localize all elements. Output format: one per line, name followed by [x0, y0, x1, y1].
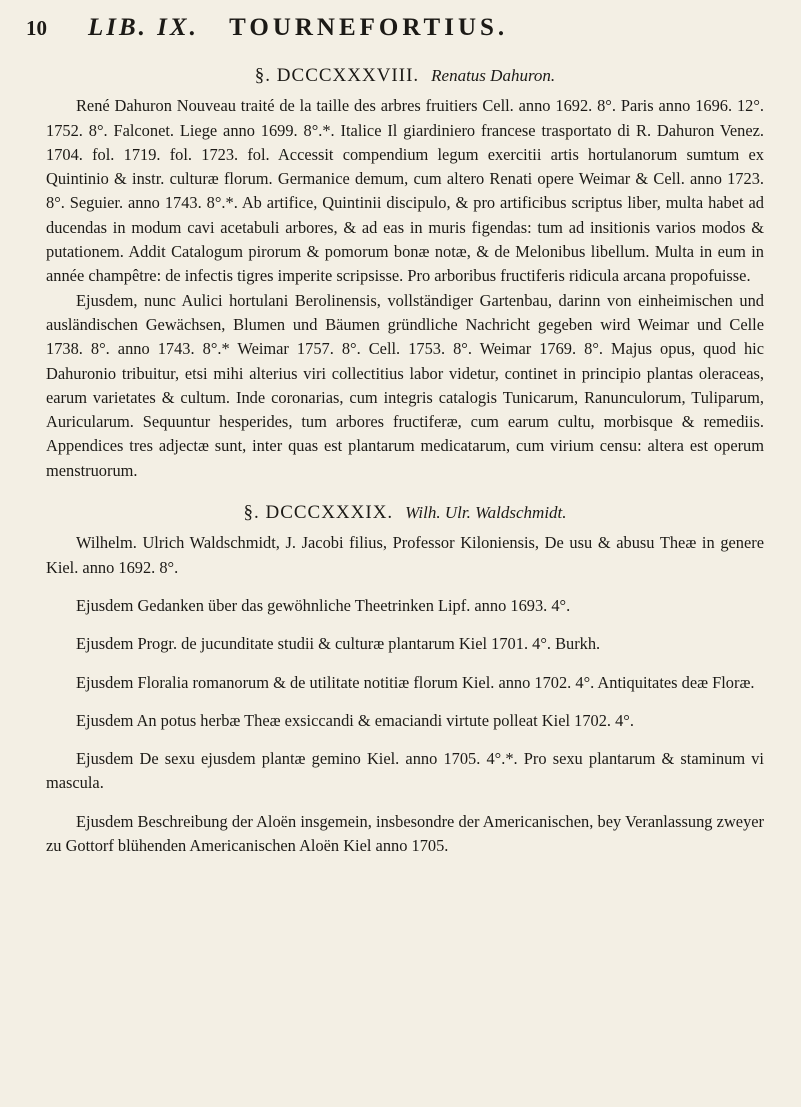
paragraph: René Dahuron Nouveau traité de la taille des arbres fruitiers Cell. anno 1692. 8°. Paris anno 1696. 12°. 1752. 8°. Falconet. Liege anno 1699. 8°.*. Italice Il giardiniero francese trasportato di R. Dahuron Venez. 1704. fol. 1719. fol. 1723. fol. Accessit compendium legum exercitii artis hortulanorum sumtum ex Quintinio & instr. culturæ florum. Germanice demum, cum altero Renati opere Weimar & Cell. anno 1723. 8°. Seguier. anno 1743. 8°.*. Ab artifice, Quintinii discipulo, & pro artificibus scriptus liber, multa habet ad ducendas in modum cavi acetabuli arbores, & ad eas in muris figendas: tum ad insitionis varios modos & putationem. Addit Catalogum pirorum & pomorum bonæ notæ, & de Melonibus libellum. Multa in eum in année champêtre: de infectis tigres imperite scripsisse. Pro arboribus fructiferis ridicula arcana propofuisse.: [46, 96, 764, 286]
section-author: Renatus Dahuron.: [431, 66, 556, 85]
running-head: [88, 14, 508, 42]
page-number: 10: [26, 16, 47, 40]
paragraph: Ejusdem An potus herbæ Theæ exsiccandi & emaciandi virtute polleat Kiel 1702. 4°.: [76, 710, 634, 730]
section-author: Wilh. Ulr. Waldschmidt.: [405, 503, 567, 523]
section-number: §. DCCCXXXVIII.: [254, 65, 420, 86]
page-body: [46, 64, 764, 858]
section-heading: [46, 64, 764, 88]
paragraph: Ejusdem Gedanken über das gewöhnliche Theetrinken Lipf. anno 1693. 4°.: [76, 595, 571, 615]
paragraph: Ejusdem Progr. de jucunditate studii & culturæ plantarum Kiel 1701. 4°. Burkh.: [76, 634, 601, 654]
book-number: LIB. IX.: [88, 14, 199, 41]
paragraph: Ejusdem, nunc Aulici hortulani Berolinensis, vollständiger Gartenbau, darinn von einheimischen und ausländischen Gewächsen, Blumen und Bäumen gründliche Nachricht gegeben wird Weimar und Celle 1738. 8°. anno 1743. 8°.* Weimar 1757. 8°. Cell. 1753. 8°. Weimar 1769. 8°. Majus opus, quod hic Dahuronio tribuitur, etsi mihi alterius viri collectitius labor videtur, continet in principio plantas oleraceas, earum varietates & cultum. Inde coronarias, cum integris catalogis Tunicarum, Ranunculorum, Tuliparum, Auricularum. Sequuntur hesperides, tum arbores fructiferæ, cum earum cultu, morbisque & remediis. Appendices tres adjectæ sunt, inter quas est plantarum medicatarum, cum virium censu: altera est operum menstruorum.: [46, 290, 764, 480]
section-838: [46, 64, 764, 483]
running-title: TOURNEFORTIUS.: [229, 14, 509, 41]
paragraph: Ejusdem Beschreibung der Aloën insgemein, insbesondre der Americanischen, bey Veranlassung zweyer zu Gottorf blühenden Americanischen Aloën Kiel anno 1705.: [46, 811, 764, 856]
section-divider: [46, 483, 764, 501]
section-839: [46, 501, 764, 858]
paragraph: Ejusdem Floralia romanorum & de utilitate notitiæ florum Kiel. anno 1702. 4°. Antiquitates deæ Floræ.: [76, 672, 755, 692]
paragraph: Wilhelm. Ulrich Waldschmidt, J. Jacobi filius, Professor Kiloniensis, De usu & abusu Theæ in genere Kiel. anno 1692. 8°.: [46, 533, 764, 577]
page-header: [26, 14, 766, 50]
paragraph: Ejusdem De sexu ejusdem plantæ gemino Kiel. anno 1705. 4°.*. Pro sexu plantarum & staminum vi mascula.: [46, 749, 764, 793]
section-number: §. DCCCXXXIX.: [243, 502, 394, 524]
section-heading: [46, 501, 764, 525]
